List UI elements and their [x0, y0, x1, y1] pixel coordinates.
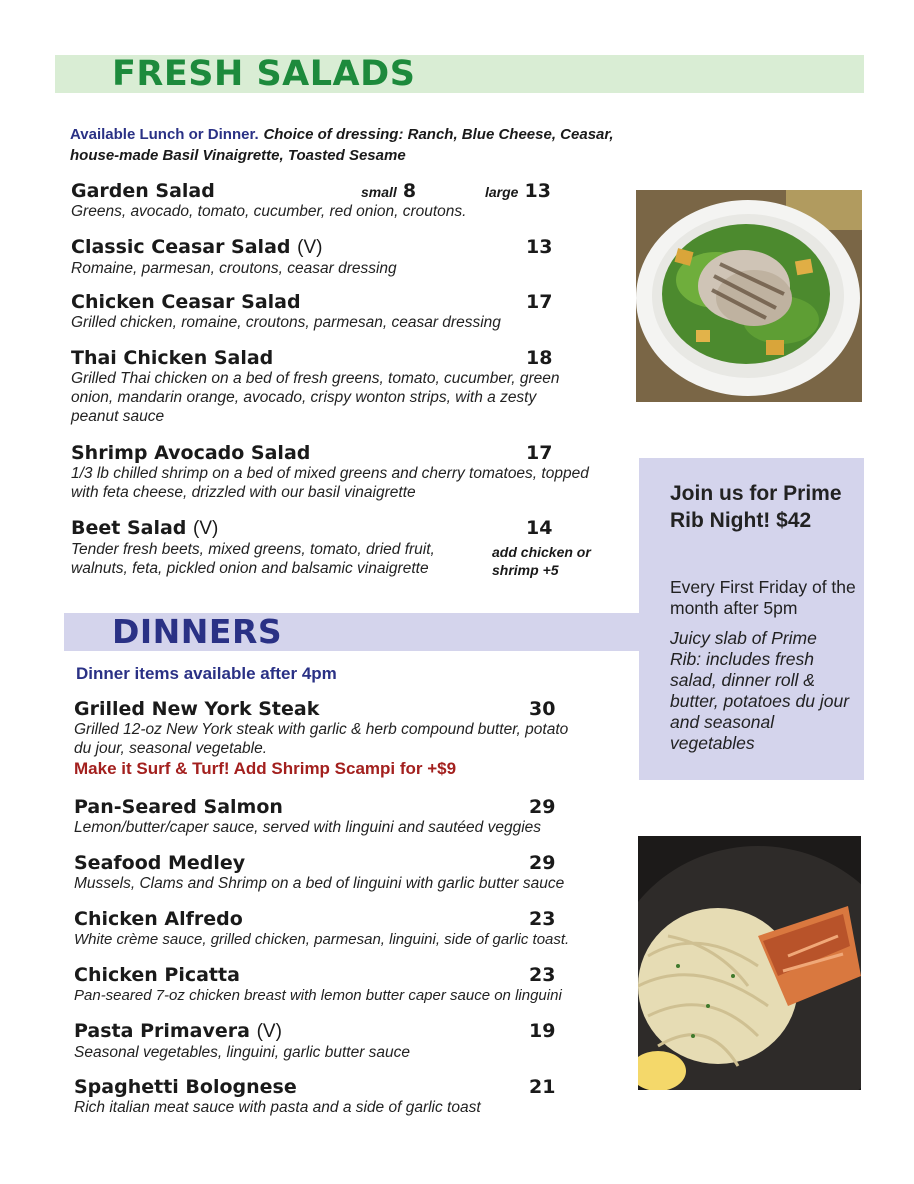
menu-item-salmon — [74, 796, 654, 837]
large-size — [485, 180, 551, 203]
promo-description: Juicy slab of Prime Rib: includes fresh salad, dinner roll & butter, potatoes du jour and seasonal vegetables — [670, 628, 850, 753]
item-description: Lemon/butter/caper sauce, served with linguini and sautéed veggies — [74, 819, 542, 836]
menu-item-pasta-primavera — [74, 1020, 654, 1062]
menu-item-spaghetti-bolognese — [74, 1076, 654, 1117]
item-price: 17 — [526, 442, 553, 464]
promo-schedule: Every First Friday of the month after 5pm — [670, 577, 856, 618]
item-description: Mussels, Clams and Shrimp on a bed of linguini with garlic butter sauce — [74, 875, 565, 892]
vegetarian-tag: (V) — [193, 518, 219, 539]
item-name: Chicken Picatta — [74, 964, 240, 986]
promo-headline: Join us for Prime Rib Night! $42 — [670, 482, 842, 532]
dinners-note: Dinner items available after 4pm — [76, 664, 337, 683]
caesar-salad-photo — [636, 190, 862, 402]
menu-item-ny-steak — [74, 698, 654, 779]
item-price: 13 — [526, 236, 553, 258]
item-name: Grilled New York Steak — [74, 698, 320, 720]
menu-item-shrimp-avocado — [71, 442, 651, 502]
item-name: Thai Chicken Salad — [71, 347, 274, 369]
item-description: Grilled 12-oz New York steak with garlic & herb compound butter, potato du jour, seasonal vegetable. — [74, 721, 569, 757]
item-price: 14 — [526, 517, 553, 539]
item-description: Romaine, parmesan, croutons, ceasar dressing — [71, 260, 397, 277]
item-price: 29 — [529, 796, 556, 818]
small-size — [361, 180, 416, 203]
salads-intro-text: Choice of dressing: Ranch, Blue Cheese, Ceasar, house-made Basil Vinaigrette, Toasted Sesame — [70, 126, 614, 164]
menu-item-beet-salad — [71, 517, 651, 578]
size-price: 8 — [402, 180, 417, 202]
item-description: 1/3 lb chilled shrimp on a bed of mixed greens and cherry tomatoes, topped with feta cheese, drizzled with our basil vinaigrette — [71, 465, 589, 501]
surf-turf-upsell: Make it Surf & Turf! Add Shrimp Scampi for +$9 — [74, 759, 457, 778]
salads-intro-highlight: Available Lunch or Dinner. — [70, 126, 259, 143]
menu-item-chicken-ceasar — [71, 291, 651, 332]
dinners-title: DINNERS — [112, 612, 283, 651]
menu-item-seafood-medley — [74, 852, 654, 893]
item-description: Tender fresh beets, mixed greens, tomato, dried fruit, walnuts, feta, pickled onion and balsamic vinaigrette — [71, 541, 435, 577]
item-name: Garden Salad — [71, 180, 215, 202]
item-price: 21 — [529, 1076, 556, 1098]
item-name: Seafood Medley — [74, 852, 246, 874]
size-price: 13 — [524, 180, 551, 202]
item-description: Greens, avocado, tomato, cucumber, red onion, croutons. — [71, 203, 467, 220]
menu-item-chicken-picatta — [74, 964, 654, 1005]
size-label: large — [485, 184, 519, 200]
menu-item-classic-ceasar — [71, 236, 651, 278]
menu-item-thai-chicken — [71, 347, 651, 426]
item-price: 17 — [526, 291, 553, 313]
salads-title: FRESH SALADS — [112, 54, 416, 94]
vegetarian-tag: (V) — [297, 237, 323, 258]
salmon-pasta-photo — [638, 836, 861, 1090]
salad-plate-image — [636, 190, 862, 402]
item-name: Chicken Ceasar Salad — [71, 291, 301, 313]
addon-note: add chicken or shrimp +5 — [492, 544, 591, 578]
item-price: 23 — [529, 908, 556, 930]
item-name: Pan-Seared Salmon — [74, 796, 283, 818]
item-name: Chicken Alfredo — [74, 908, 243, 930]
item-description: Pan-seared 7-oz chicken breast with lemon butter caper sauce on linguini — [74, 987, 562, 1004]
item-description: Grilled Thai chicken on a bed of fresh greens, tomato, cucumber, green onion, mandarin orange, avocado, crispy wonton strips, with a zesty peanut sauce — [71, 370, 560, 425]
item-name: Classic Ceasar Salad — [71, 236, 291, 258]
item-price: 30 — [529, 698, 556, 720]
item-description: White crème sauce, grilled chicken, parmesan, linguini, side of garlic toast. — [74, 931, 570, 948]
size-label: small — [361, 184, 397, 200]
item-price: 23 — [529, 964, 556, 986]
item-description: Grilled chicken, romaine, croutons, parmesan, ceasar dressing — [71, 314, 501, 331]
menu-item-garden-salad — [71, 180, 651, 221]
item-price: 18 — [526, 347, 553, 369]
item-price: 19 — [529, 1020, 556, 1042]
item-name: Pasta Primavera — [74, 1020, 250, 1042]
item-name: Spaghetti Bolognese — [74, 1076, 297, 1098]
menu-item-chicken-alfredo — [74, 908, 654, 949]
salmon-plate-image — [638, 836, 861, 1090]
item-name: Beet Salad — [71, 517, 187, 539]
vegetarian-tag: (V) — [256, 1021, 282, 1042]
salads-intro — [70, 124, 630, 166]
item-description: Rich italian meat sauce with pasta and a side of garlic toast — [74, 1099, 481, 1116]
item-description: Seasonal vegetables, linguini, garlic butter sauce — [74, 1044, 411, 1061]
item-price: 29 — [529, 852, 556, 874]
item-name: Shrimp Avocado Salad — [71, 442, 311, 464]
